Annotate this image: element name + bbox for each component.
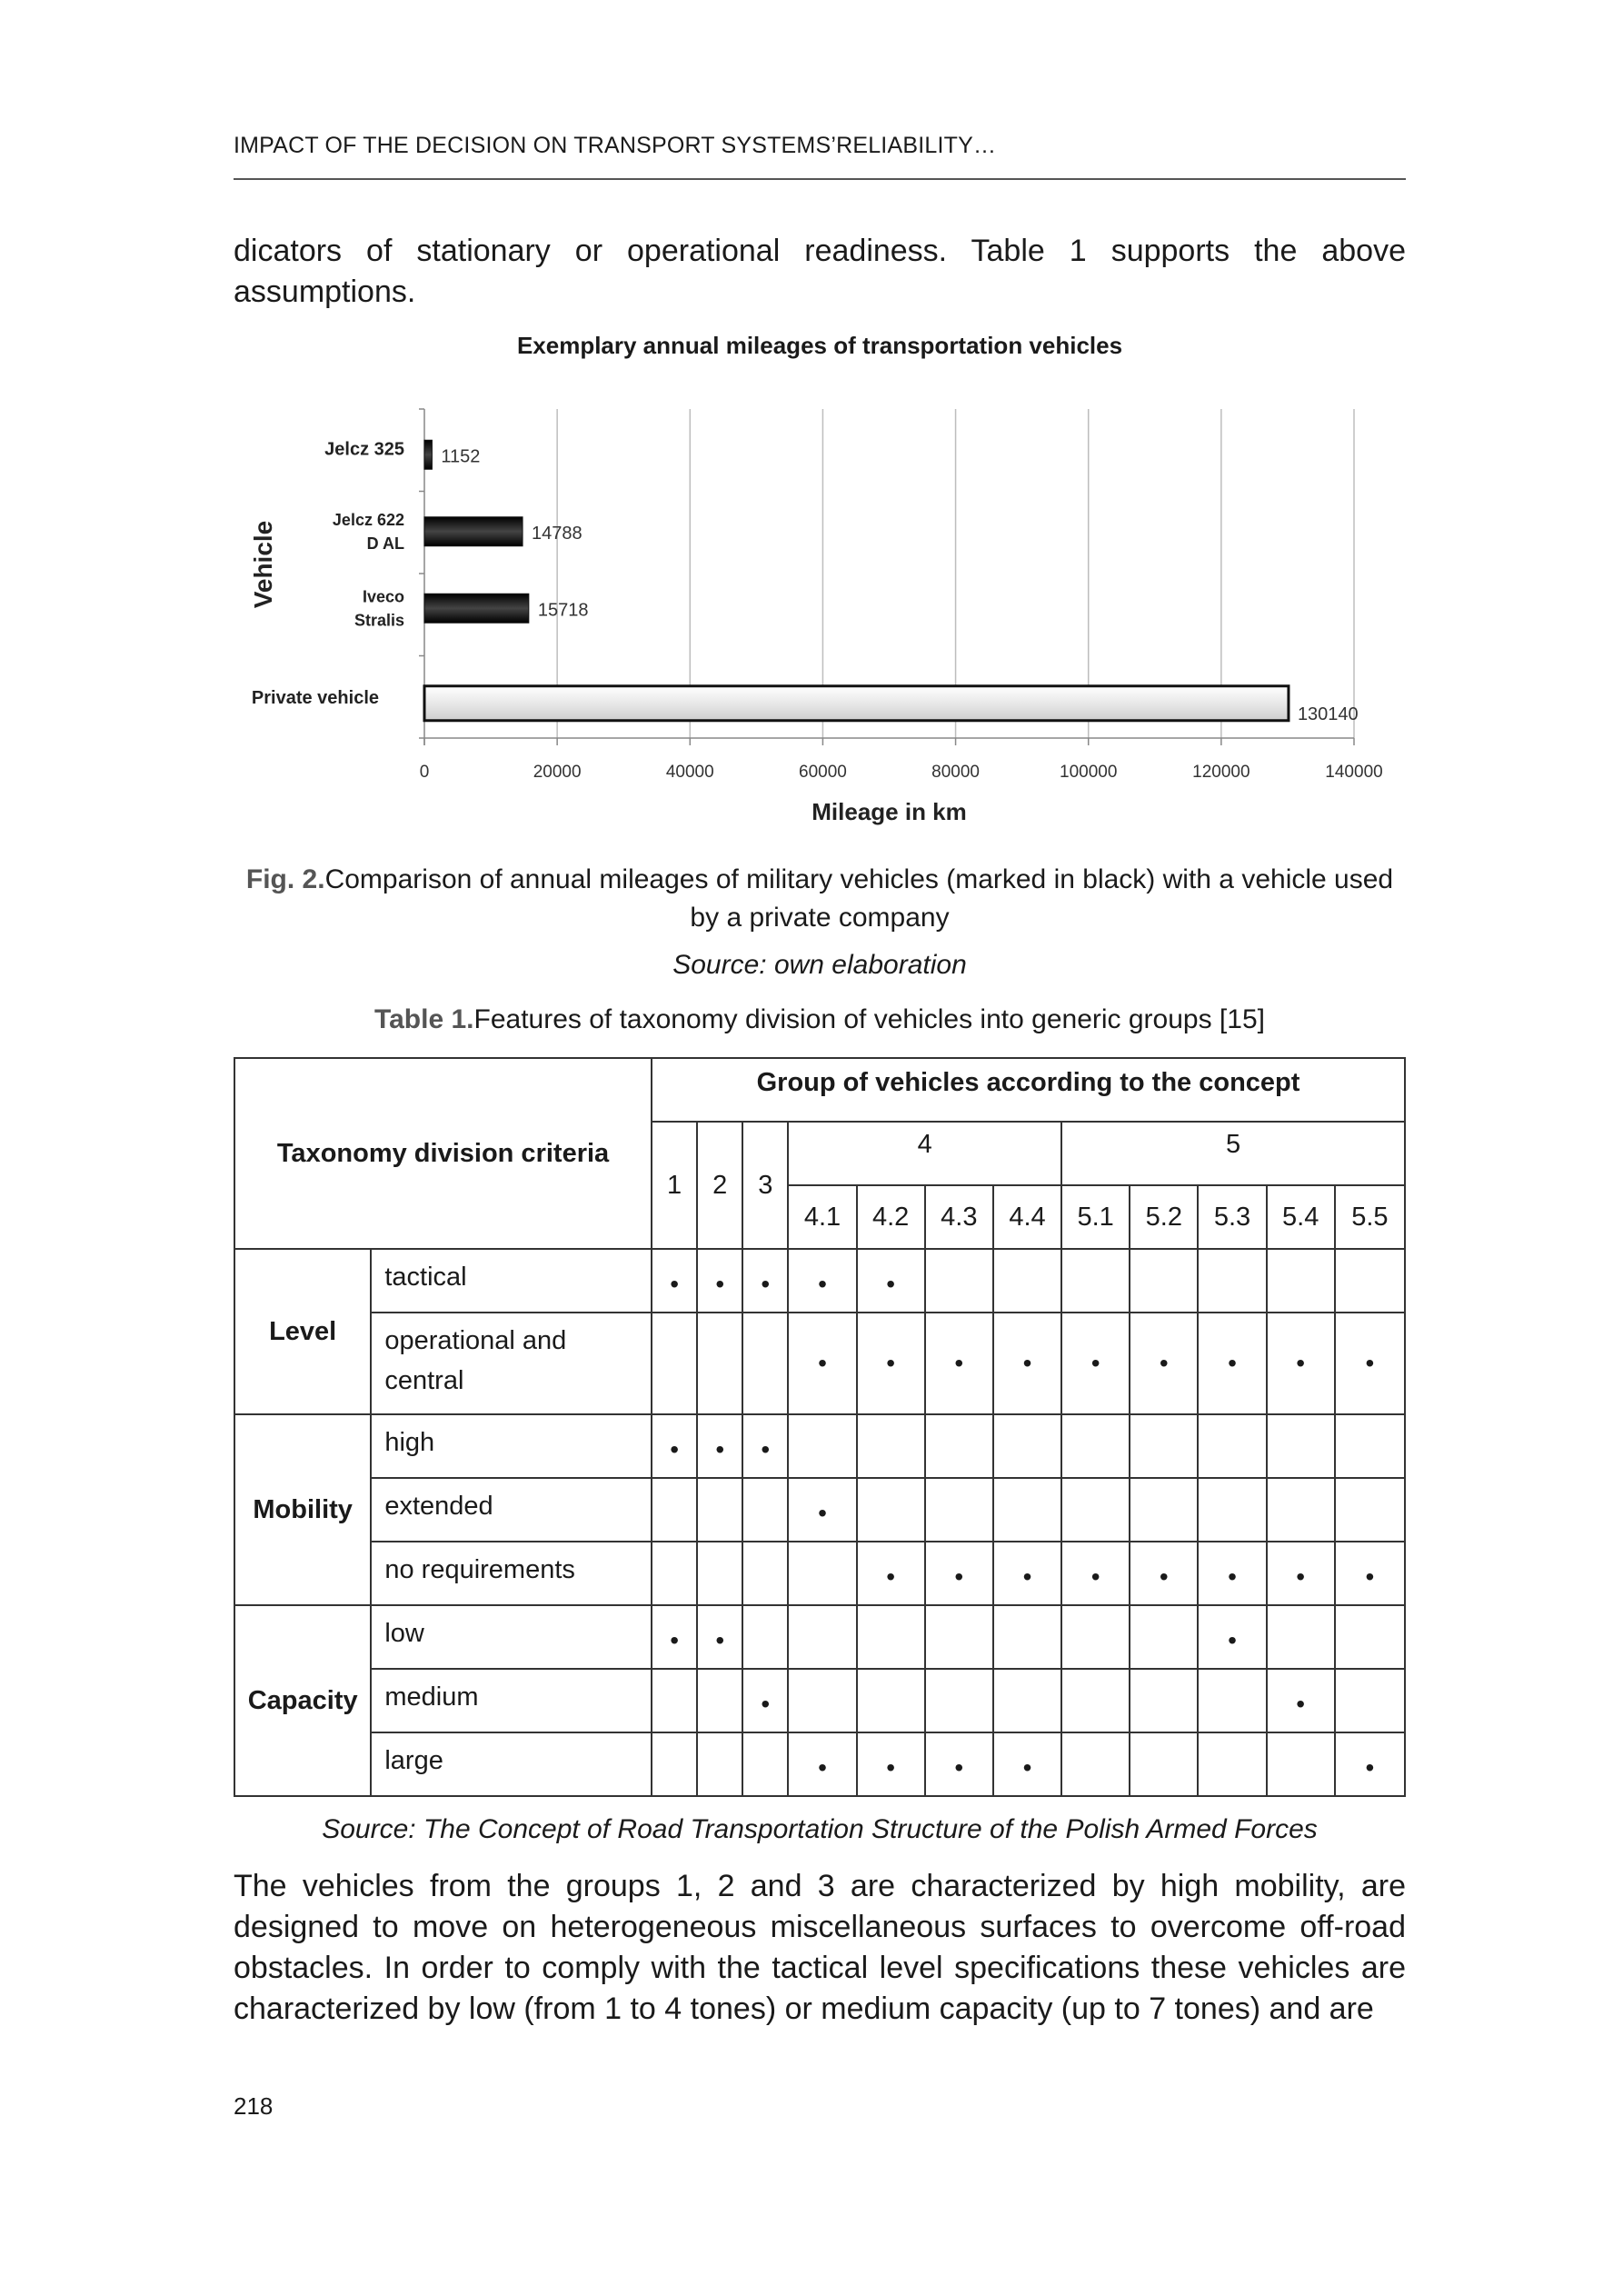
- feature-label: large: [371, 1732, 652, 1796]
- mark-cell: •: [742, 1249, 788, 1313]
- mark-cell: •: [857, 1249, 925, 1313]
- mark-cell: [1198, 1414, 1266, 1478]
- table-source: Source: The Concept of Road Transportation Structure of the Polish Armed Forces: [322, 1814, 1318, 1844]
- figure-caption: [234, 861, 1406, 937]
- mark-cell: •: [1267, 1669, 1335, 1732]
- mark-cell: •: [925, 1732, 993, 1796]
- table-row-operational: [234, 1313, 1405, 1414]
- mark-cell: •: [925, 1542, 993, 1605]
- subgroup-header: 5.5: [1335, 1185, 1405, 1249]
- mark-cell: •: [1267, 1313, 1335, 1414]
- group-2-header: 2: [697, 1122, 742, 1249]
- mark-cell: •: [1061, 1542, 1130, 1605]
- mark-cell: [925, 1249, 993, 1313]
- mark-cell: [857, 1414, 925, 1478]
- mark-cell: [652, 1669, 697, 1732]
- bar: [424, 594, 529, 623]
- mark-cell: •: [993, 1313, 1061, 1414]
- mark-cell: [788, 1542, 856, 1605]
- mark-cell: [925, 1478, 993, 1542]
- mark-cell: [788, 1669, 856, 1732]
- category-mobility: Mobility: [234, 1414, 371, 1605]
- subgroup-header: 4.2: [857, 1185, 925, 1249]
- bar-value-label: 130140: [1297, 704, 1359, 724]
- criteria-header: Taxonomy division criteria: [234, 1058, 652, 1249]
- group-4-header: 4: [788, 1122, 1061, 1185]
- group-3-header: 3: [742, 1122, 788, 1249]
- feature-label: low: [371, 1605, 652, 1669]
- mark-cell: [993, 1605, 1061, 1669]
- figure-caption-text: Comparison of annual mileages of military vehicles (marked in black) with a vehicle used by a private company: [324, 864, 1394, 933]
- mark-cell: [1061, 1414, 1130, 1478]
- mark-cell: [1130, 1414, 1198, 1478]
- mark-cell: [857, 1605, 925, 1669]
- mark-cell: [1198, 1732, 1266, 1796]
- category-level: Level: [234, 1249, 371, 1414]
- mark-cell: [742, 1732, 788, 1796]
- mark-cell: [1061, 1732, 1130, 1796]
- mark-cell: •: [925, 1313, 993, 1414]
- table-row-medium: [234, 1669, 1405, 1732]
- mark-cell: [697, 1732, 742, 1796]
- mark-cell: •: [697, 1605, 742, 1669]
- table-caption: [234, 1004, 1406, 1035]
- mark-cell: [1335, 1249, 1405, 1313]
- mark-cell: [993, 1414, 1061, 1478]
- table-row-tactical: [234, 1249, 1405, 1313]
- mark-cell: [1267, 1605, 1335, 1669]
- mark-cell: •: [1061, 1313, 1130, 1414]
- mark-cell: [993, 1478, 1061, 1542]
- mark-cell: •: [697, 1414, 742, 1478]
- subgroup-header: 5.1: [1061, 1185, 1130, 1249]
- mark-cell: •: [1335, 1732, 1405, 1796]
- mark-cell: [1061, 1478, 1130, 1542]
- mark-cell: [1198, 1478, 1266, 1542]
- bar-value-label: 15718: [537, 600, 589, 621]
- mark-cell: [1267, 1249, 1335, 1313]
- subgroup-header: 4.3: [925, 1185, 993, 1249]
- mileage-bar-chart: [234, 382, 1406, 827]
- mark-cell: •: [993, 1542, 1061, 1605]
- mark-cell: •: [788, 1732, 856, 1796]
- feature-label: tactical: [371, 1249, 652, 1313]
- mark-cell: [1130, 1605, 1198, 1669]
- mark-cell: •: [857, 1542, 925, 1605]
- mark-cell: [788, 1414, 856, 1478]
- bar: [424, 686, 1289, 721]
- y-category-label: Jelcz 622: [332, 510, 404, 529]
- chart-bars: [424, 440, 1289, 721]
- mark-cell: [742, 1313, 788, 1414]
- y-category-label: D AL: [366, 534, 404, 553]
- x-tick-label: 80000: [931, 763, 980, 782]
- mark-cell: •: [1335, 1313, 1405, 1414]
- subgroup-header: 4.4: [993, 1185, 1061, 1249]
- mark-cell: •: [1198, 1542, 1266, 1605]
- mark-cell: •: [742, 1414, 788, 1478]
- mark-cell: •: [1130, 1542, 1198, 1605]
- mark-cell: [652, 1542, 697, 1605]
- bar: [424, 440, 432, 469]
- figure-label: Fig. 2.: [245, 864, 325, 894]
- x-tick-label: 140000: [1325, 763, 1383, 782]
- group-1-header: 1: [652, 1122, 697, 1249]
- y-category-label: Stralis: [353, 611, 404, 630]
- mark-cell: [925, 1605, 993, 1669]
- table-row-no-requirements: [234, 1542, 1405, 1605]
- mark-cell: [742, 1542, 788, 1605]
- category-capacity: Capacity: [234, 1605, 371, 1796]
- mark-cell: [1130, 1249, 1198, 1313]
- mark-cell: •: [788, 1249, 856, 1313]
- x-tick-label: 120000: [1192, 763, 1250, 782]
- bar-value-label: 1152: [441, 446, 481, 467]
- table-caption-text: Features of taxonomy division of vehicles into generic groups [15]: [473, 1004, 1265, 1034]
- mark-cell: •: [1335, 1542, 1405, 1605]
- feature-label: operational and central: [371, 1313, 652, 1414]
- x-axis-title: Mileage in km: [812, 798, 967, 825]
- mark-cell: [1130, 1732, 1198, 1796]
- table-row-high: [234, 1414, 1405, 1478]
- table-row-extended: [234, 1478, 1405, 1542]
- subgroup-header: 4.1: [788, 1185, 856, 1249]
- page-number: 218: [234, 2092, 274, 2120]
- mark-cell: •: [1198, 1313, 1266, 1414]
- mark-cell: [1130, 1478, 1198, 1542]
- group-header: Group of vehicles according to the concept: [652, 1058, 1405, 1122]
- running-header: IMPACT OF THE DECISION ON TRANSPORT SYSTEMS’RELIABILITY…: [234, 133, 997, 158]
- mark-cell: [742, 1478, 788, 1542]
- x-tick-label: 20000: [533, 763, 582, 782]
- table-row-large: [234, 1732, 1405, 1796]
- y-category-label: Jelcz 325: [324, 439, 404, 460]
- mark-cell: •: [857, 1732, 925, 1796]
- mark-cell: [652, 1313, 697, 1414]
- mark-cell: •: [697, 1249, 742, 1313]
- mark-cell: •: [857, 1313, 925, 1414]
- mark-cell: [1267, 1414, 1335, 1478]
- mark-cell: [1335, 1478, 1405, 1542]
- bar-value-label: 14788: [532, 523, 582, 544]
- mark-cell: [652, 1478, 697, 1542]
- mark-cell: [652, 1732, 697, 1796]
- figure-source: Source: own elaboration: [672, 950, 967, 980]
- mark-cell: [697, 1478, 742, 1542]
- mark-cell: [1335, 1605, 1405, 1669]
- mark-cell: [925, 1669, 993, 1732]
- feature-label: no requirements: [371, 1542, 652, 1605]
- mark-cell: •: [993, 1732, 1061, 1796]
- x-tick-label: 0: [419, 763, 430, 782]
- x-tick-label: 40000: [665, 763, 714, 782]
- feature-label: extended: [371, 1478, 652, 1542]
- mark-cell: [1335, 1414, 1405, 1478]
- mark-cell: [1198, 1249, 1266, 1313]
- mark-cell: [1061, 1669, 1130, 1732]
- mark-cell: [857, 1478, 925, 1542]
- mark-cell: [697, 1542, 742, 1605]
- mark-cell: [1130, 1669, 1198, 1732]
- mark-cell: [1267, 1478, 1335, 1542]
- mark-cell: [697, 1669, 742, 1732]
- header-divider: [234, 178, 1406, 180]
- mark-cell: •: [788, 1478, 856, 1542]
- mark-cell: [1061, 1605, 1130, 1669]
- subgroup-header: 5.4: [1267, 1185, 1335, 1249]
- mark-cell: •: [1267, 1542, 1335, 1605]
- mark-cell: [925, 1414, 993, 1478]
- x-tick-label: 60000: [799, 763, 847, 782]
- mark-cell: •: [788, 1313, 856, 1414]
- mark-cell: [788, 1605, 856, 1669]
- mark-cell: •: [652, 1249, 697, 1313]
- paragraph-bottom: The vehicles from the groups 1, 2 and 3 are characterized by high mobility, are designed to move on heterogeneous miscellaneous surfaces to overcome off-road obstacles. In order to comply with the tactical level specifications these vehicles are characterized by low (from 1 to 4 tones) or medium capacity (up to 7 tones) and are: [234, 1869, 1406, 2026]
- taxonomy-table: [234, 1057, 1406, 1797]
- mark-cell: •: [652, 1605, 697, 1669]
- y-category-label: Private vehicle: [251, 687, 379, 708]
- mark-cell: [993, 1669, 1061, 1732]
- mark-cell: •: [742, 1669, 788, 1732]
- mark-cell: •: [1198, 1605, 1266, 1669]
- mark-cell: [697, 1313, 742, 1414]
- feature-label: medium: [371, 1669, 652, 1732]
- mark-cell: [1267, 1732, 1335, 1796]
- mark-cell: [857, 1669, 925, 1732]
- group-5-header: 5: [1061, 1122, 1405, 1185]
- paragraph-top: dicators of stationary or operational readiness. Table 1 supports the above assumptions.: [234, 234, 1406, 309]
- subgroup-header: 5.2: [1130, 1185, 1198, 1249]
- chart-labels: [249, 439, 1383, 825]
- y-axis-title: Vehicle: [249, 520, 277, 609]
- bar: [424, 517, 523, 546]
- mark-cell: [1335, 1669, 1405, 1732]
- mark-cell: [1061, 1249, 1130, 1313]
- mark-cell: •: [1130, 1313, 1198, 1414]
- subgroup-header: 5.3: [1198, 1185, 1266, 1249]
- mark-cell: [993, 1249, 1061, 1313]
- chart-title: Exemplary annual mileages of transportation vehicles: [516, 332, 1123, 359]
- mark-cell: [742, 1605, 788, 1669]
- table-label: Table 1.: [374, 1004, 474, 1034]
- y-category-label: Iveco: [362, 587, 404, 606]
- x-tick-label: 100000: [1060, 763, 1118, 782]
- mark-cell: [1198, 1669, 1266, 1732]
- mark-cell: •: [652, 1414, 697, 1478]
- feature-label: high: [371, 1414, 652, 1478]
- table-row-low: [234, 1605, 1405, 1669]
